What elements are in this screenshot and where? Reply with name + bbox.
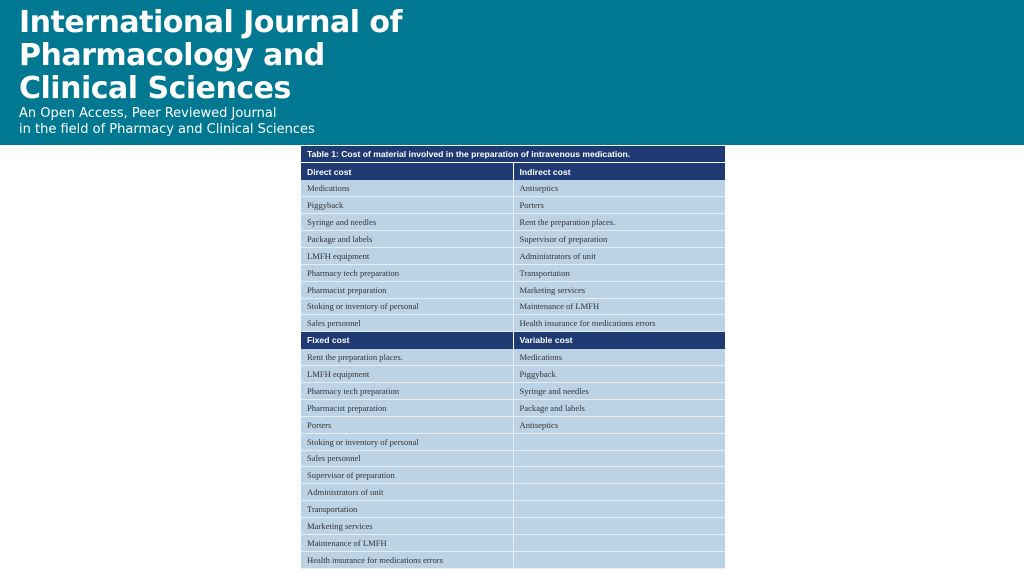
table-row	[301, 230, 725, 247]
journal-banner	[0, 0, 1024, 145]
journal-subtitle: An Open Access, Peer Reviewed Journal in the field of Pharmacy and Clinical Sciences	[19, 106, 315, 137]
table-cell: Antiseptics	[513, 416, 725, 433]
table-cell: Administrators of unit	[301, 484, 513, 501]
table-cell	[513, 433, 725, 450]
table-cell: Pharmacy tech preparation	[301, 264, 513, 281]
cost-table	[301, 146, 725, 569]
table-row	[301, 501, 725, 518]
table-row	[301, 197, 725, 214]
table-row	[301, 366, 725, 383]
table-row	[301, 298, 725, 315]
table-cell	[513, 551, 725, 568]
table-cell: Syringe and needles	[301, 214, 513, 231]
table-row	[301, 467, 725, 484]
table-cell: Maintenance of LMFH	[513, 298, 725, 315]
table-cell	[513, 467, 725, 484]
column-header-left: Direct cost	[301, 163, 513, 180]
table-cell: Supervisor of preparation	[301, 467, 513, 484]
table-row	[301, 450, 725, 467]
table-row	[301, 433, 725, 450]
table-cell: Pharmacy tech preparation	[301, 382, 513, 399]
table-cell: Sales personnel	[301, 450, 513, 467]
column-header-right: Variable cost	[513, 332, 725, 349]
column-header-right: Indirect cost	[513, 163, 725, 180]
table-cell: Transportation	[513, 264, 725, 281]
table-cell	[513, 501, 725, 518]
table-cell: Maintenance of LMFH	[301, 534, 513, 551]
table-row	[301, 382, 725, 399]
table-cell: Syringe and needles	[513, 382, 725, 399]
table-caption-row	[301, 146, 725, 163]
table-row	[301, 247, 725, 264]
table-cell	[513, 484, 725, 501]
table-cell: Rent the preparation places.	[513, 214, 725, 231]
table-cell: Package and labels	[513, 399, 725, 416]
table-cell: Marketing services	[513, 281, 725, 298]
table-row	[301, 518, 725, 535]
table-row	[301, 315, 725, 332]
table-cell: Pharmacist preparation	[301, 281, 513, 298]
table-row	[301, 416, 725, 433]
table-cell: Piggyback	[301, 197, 513, 214]
table-cell: Rent the preparation places.	[301, 349, 513, 366]
table-section-header-row	[301, 332, 725, 349]
table-cell: Stoking or inventory of personal	[301, 298, 513, 315]
table-caption: Table 1: Cost of material involved in the preparation of intravenous medication.	[301, 146, 725, 163]
table-cell: Health insurance for medications errors	[301, 551, 513, 568]
journal-title: International Journal of Pharmacology and Clinical Sciences	[19, 5, 403, 106]
table-row	[301, 349, 725, 366]
table-row	[301, 281, 725, 298]
table-cell: Sales personnel	[301, 315, 513, 332]
table-cell: Package and labels	[301, 230, 513, 247]
table-cell: Supervisor of preparation	[513, 230, 725, 247]
table-row	[301, 551, 725, 568]
table-cell: Medications	[301, 180, 513, 197]
column-header-left: Fixed cost	[301, 332, 513, 349]
table-cell	[513, 534, 725, 551]
table-cell: LMFH equipment	[301, 247, 513, 264]
table-row	[301, 484, 725, 501]
table-section-header-row	[301, 163, 725, 180]
table-row	[301, 534, 725, 551]
table-cell: Pharmacist preparation	[301, 399, 513, 416]
table-cell: Porters	[301, 416, 513, 433]
table-cell: Transportation	[301, 501, 513, 518]
table-cell: Health insurance for medications errors	[513, 315, 725, 332]
table-cell	[513, 518, 725, 535]
table-row	[301, 180, 725, 197]
table-cell: Piggyback	[513, 366, 725, 383]
table-cell: Antiseptics	[513, 180, 725, 197]
table-cell: Porters	[513, 197, 725, 214]
table-row	[301, 214, 725, 231]
cost-table-figure	[301, 146, 725, 568]
table-cell	[513, 450, 725, 467]
table-row	[301, 264, 725, 281]
table-cell: Medications	[513, 349, 725, 366]
table-cell: Stoking or inventory of personal	[301, 433, 513, 450]
table-cell: LMFH equipment	[301, 366, 513, 383]
table-cell: Marketing services	[301, 518, 513, 535]
table-cell: Administrators of unit	[513, 247, 725, 264]
table-row	[301, 399, 725, 416]
